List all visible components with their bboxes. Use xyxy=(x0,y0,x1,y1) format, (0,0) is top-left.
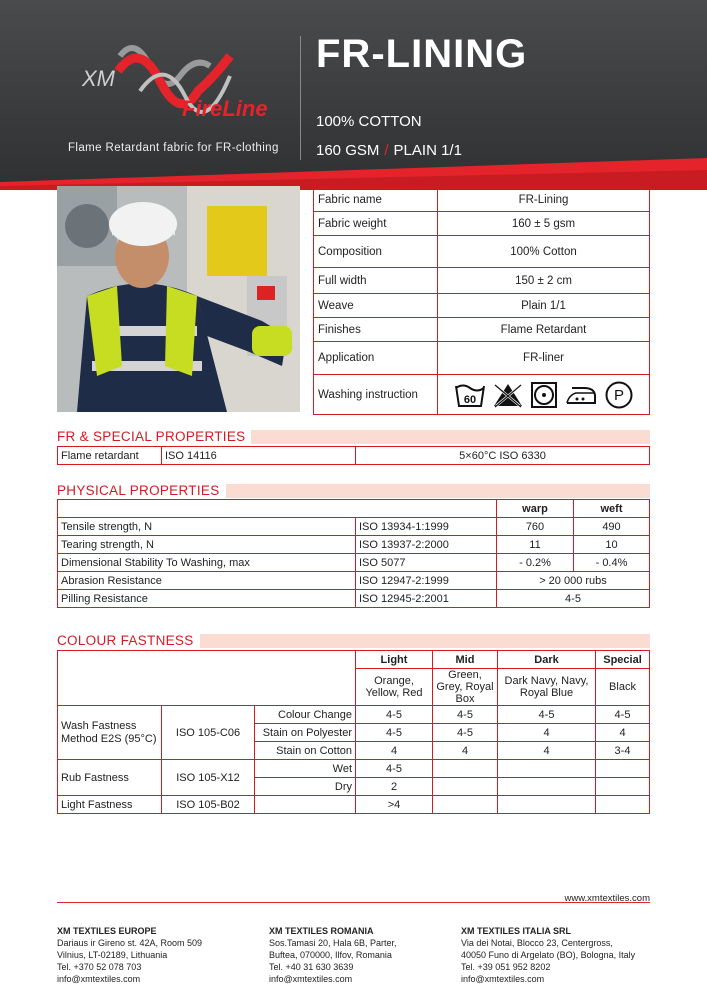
dry-clean-p-icon xyxy=(604,380,634,410)
light-val: >4 xyxy=(356,796,433,814)
tagline: Flame Retardant fabric for FR-clothing xyxy=(68,142,279,154)
phys-warp: 11 xyxy=(497,536,574,554)
spec-row xyxy=(314,342,650,375)
spec-value: 100% Cotton xyxy=(438,236,650,268)
table-row xyxy=(58,572,650,590)
wash-val: 4-5 xyxy=(596,706,650,724)
spec-row xyxy=(314,188,650,212)
empty-cell xyxy=(498,778,596,796)
spec-row xyxy=(314,236,650,268)
firefighter-photo xyxy=(57,186,300,412)
phys-property: Tensile strength, N xyxy=(58,518,356,536)
wash-val: 4-5 xyxy=(433,706,498,724)
spec-label: Full width xyxy=(314,268,438,294)
fr-result: 5×60°C ISO 6330 xyxy=(356,447,650,465)
empty-cell xyxy=(498,796,596,814)
slash-separator: / xyxy=(384,142,389,159)
wash-val: 4 xyxy=(596,724,650,742)
physical-section-title: PHYSICAL PROPERTIES xyxy=(57,483,226,499)
address-line: Sos.Tamasi 20, Hala 6B, Parter, xyxy=(269,938,397,948)
wash-val: 4-5 xyxy=(498,706,596,724)
email-link[interactable]: info@xmtextiles.com xyxy=(461,974,545,984)
phone-line: Tel. +39 051 952 8202 xyxy=(461,962,551,972)
colour-fastness-table xyxy=(57,650,650,814)
address-line: Dariaus ir Gireno st. 42A, Room 509 xyxy=(57,938,203,948)
empty-cell xyxy=(255,796,356,814)
address-line: 40050 Funo di Argelato (BO), Bologna, Italy xyxy=(461,950,636,960)
table-row xyxy=(58,796,650,814)
phys-standard: ISO 13937-2:2000 xyxy=(356,536,497,554)
address-line: Vilnius, LT-02189, Lithuania xyxy=(57,950,168,960)
rub-val: 2 xyxy=(356,778,433,796)
spec-value: FR-liner xyxy=(438,342,650,375)
table-row xyxy=(58,760,650,778)
fr-property: Flame retardant xyxy=(58,447,162,465)
spec-label: Weave xyxy=(314,294,438,318)
spec-value: Plain 1/1 xyxy=(438,294,650,318)
rub-test: Dry xyxy=(255,778,356,796)
fireline-logo xyxy=(80,36,290,126)
phys-standard: ISO 13934-1:1999 xyxy=(356,518,497,536)
wash-temp: 60 xyxy=(463,393,476,406)
fr-section-header xyxy=(57,430,650,444)
spec-row xyxy=(314,212,650,236)
email-link[interactable]: info@xmtextiles.com xyxy=(57,974,141,984)
phone-line: Tel. +40 31 630 3639 xyxy=(269,962,354,972)
footer-col-romania xyxy=(269,925,397,985)
spec-label: Composition xyxy=(314,236,438,268)
empty-cell xyxy=(596,778,650,796)
spec-value: FR-Lining xyxy=(438,188,650,212)
table-row xyxy=(58,706,650,724)
empty-cell xyxy=(433,760,498,778)
col-sub-light: Orange, Yellow, Red xyxy=(356,669,433,706)
spec-label: Finishes xyxy=(314,318,438,342)
wash-val: 4-5 xyxy=(356,706,433,724)
spec-row xyxy=(314,375,650,415)
spec-row xyxy=(314,318,650,342)
phys-property: Tearing strength, N xyxy=(58,536,356,554)
wash-val: 4 xyxy=(498,724,596,742)
do-not-bleach-icon xyxy=(492,382,524,408)
spec-label: Washing instruction xyxy=(314,375,438,415)
svg-text:FireLine: FireLine xyxy=(182,96,268,121)
phys-both: 4-5 xyxy=(497,590,650,608)
spec-value: Flame Retardant xyxy=(438,318,650,342)
col-header-light: Light xyxy=(356,651,433,669)
phys-warp: - 0.2% xyxy=(497,554,574,572)
table-row xyxy=(58,590,650,608)
phys-weft: - 0.4% xyxy=(574,554,650,572)
tumble-dry-icon xyxy=(530,381,558,409)
light-fastness-standard: ISO 105-B02 xyxy=(162,796,255,814)
empty-cell xyxy=(356,500,497,518)
email-link[interactable]: info@xmtextiles.com xyxy=(269,974,353,984)
physical-section-header xyxy=(57,484,650,498)
empty-cell xyxy=(498,760,596,778)
phys-property: Dimensional Stability To Washing, max xyxy=(58,554,356,572)
footer-col-europe xyxy=(57,925,202,985)
spec-label: Fabric weight xyxy=(314,212,438,236)
wash-test: Colour Change xyxy=(255,706,356,724)
fr-standard: ISO 14116 xyxy=(162,447,356,465)
spec-row xyxy=(314,294,650,318)
rub-val: 4-5 xyxy=(356,760,433,778)
washing-icons-cell xyxy=(438,375,650,415)
rub-fastness-label: Rub Fastness xyxy=(58,760,162,796)
spec-value: 150 ± 2 cm xyxy=(438,268,650,294)
wash-test: Stain on Polyester xyxy=(255,724,356,742)
wash-val: 4-5 xyxy=(356,724,433,742)
company-name: XM TEXTILES ITALIA SRL xyxy=(461,926,571,936)
fabric-spec-table xyxy=(313,187,650,415)
physical-table xyxy=(57,499,650,608)
light-fastness-label: Light Fastness xyxy=(58,796,162,814)
weft-header: weft xyxy=(574,500,650,518)
table-row xyxy=(58,447,650,465)
company-name: XM TEXTILES EUROPE xyxy=(57,926,157,936)
phys-property: Pilling Resistance xyxy=(58,590,356,608)
wash-fastness-label: Wash Fastness Method E2S (95°C) xyxy=(58,706,162,760)
rub-fastness-standard: ISO 105-X12 xyxy=(162,760,255,796)
phys-standard: ISO 5077 xyxy=(356,554,497,572)
table-row xyxy=(58,536,650,554)
wash-val: 4-5 xyxy=(433,724,498,742)
col-sub-dark: Dark Navy, Navy, Royal Blue xyxy=(498,669,596,706)
footer xyxy=(57,893,650,984)
col-header-mid: Mid xyxy=(433,651,498,669)
spec-label: Application xyxy=(314,342,438,375)
empty-cell xyxy=(433,778,498,796)
rub-test: Wet xyxy=(255,760,356,778)
fr-table xyxy=(57,446,650,465)
wash-60-icon xyxy=(454,382,486,408)
company-name: XM TEXTILES ROMANIA xyxy=(269,926,374,936)
col-sub-mid: Green, Grey, Royal Box xyxy=(433,669,498,706)
empty-cell xyxy=(58,651,356,706)
table-row xyxy=(58,518,650,536)
phone-line: Tel. +370 52 078 703 xyxy=(57,962,142,972)
colour-section-title: COLOUR FASTNESS xyxy=(57,633,200,649)
warp-header: warp xyxy=(497,500,574,518)
header-banner xyxy=(0,0,707,190)
spec-value: 160 ± 5 gsm xyxy=(438,212,650,236)
col-header-dark: Dark xyxy=(498,651,596,669)
phys-both: > 20 000 rubs xyxy=(497,572,650,590)
col-sub-special: Black xyxy=(596,669,650,706)
spec-label: Fabric name xyxy=(314,188,438,212)
empty-cell xyxy=(596,760,650,778)
table-row xyxy=(58,651,650,669)
svg-text:P: P xyxy=(613,386,624,404)
header-divider xyxy=(300,36,301,160)
table-row xyxy=(58,500,650,518)
empty-cell xyxy=(433,796,498,814)
table-row xyxy=(58,554,650,572)
composition-line: 100% COTTON xyxy=(316,113,422,130)
footer-col-italia xyxy=(461,925,635,985)
spec-row xyxy=(314,268,650,294)
empty-cell xyxy=(596,796,650,814)
wash-val: 4 xyxy=(498,742,596,760)
phys-warp: 760 xyxy=(497,518,574,536)
weave-short: PLAIN 1/1 xyxy=(393,142,462,159)
wash-val: 3-4 xyxy=(596,742,650,760)
col-header-special: Special xyxy=(596,651,650,669)
phys-property: Abrasion Resistance xyxy=(58,572,356,590)
address-line: Buftea, 070000, Ilfov, Romania xyxy=(269,950,392,960)
phys-weft: 490 xyxy=(574,518,650,536)
wash-val: 4 xyxy=(356,742,433,760)
empty-cell xyxy=(58,500,356,518)
fr-section-title: FR & SPECIAL PROPERTIES xyxy=(57,429,251,445)
phys-weft: 10 xyxy=(574,536,650,554)
phys-standard: ISO 12945-2:2001 xyxy=(356,590,497,608)
address-line: Via dei Notai, Blocco 23, Centergross, xyxy=(461,938,613,948)
gsm-line xyxy=(316,142,462,159)
product-title: FR-LINING xyxy=(316,32,528,76)
wash-val: 4 xyxy=(433,742,498,760)
colour-section-header xyxy=(57,634,650,648)
iron-icon xyxy=(564,383,598,407)
wash-fastness-standard: ISO 105-C06 xyxy=(162,706,255,760)
phys-standard: ISO 12947-2:1999 xyxy=(356,572,497,590)
website-link[interactable]: www.xmtextiles.com xyxy=(564,893,650,904)
wash-test: Stain on Cotton xyxy=(255,742,356,760)
gsm-value: 160 GSM xyxy=(316,142,380,159)
svg-text:XM: XM xyxy=(82,66,115,91)
